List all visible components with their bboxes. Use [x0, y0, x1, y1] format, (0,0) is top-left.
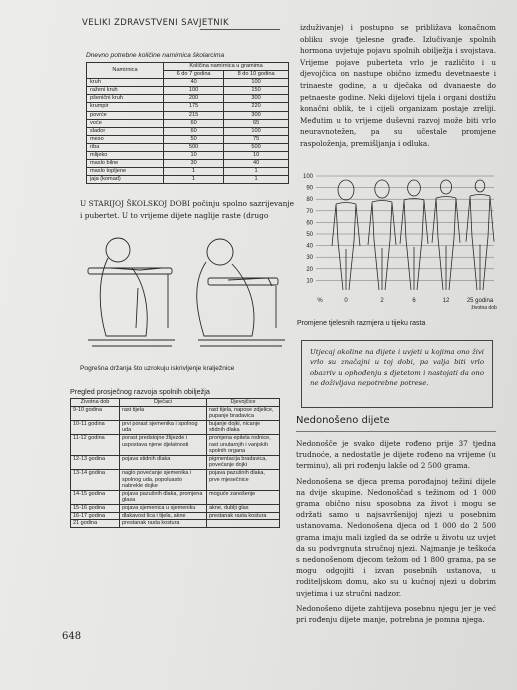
right-child-head [207, 239, 233, 265]
y-tick-label: 80 [306, 197, 313, 204]
boys-cell: naglo povećanje sjemenika i spolnog uda, popoluasto nabrekle dojke [120, 469, 207, 490]
boys-cell: porast predstojne žlijezde i uspostava njene djelatnosti [120, 434, 207, 455]
amount-8-10: 10 [224, 152, 289, 160]
body-figure-age-0 [332, 180, 360, 290]
x-axis-extra-label: životna dob [471, 305, 497, 311]
food-row [87, 103, 289, 111]
development-row [71, 512, 280, 520]
amount-6-7: 200 [164, 95, 224, 103]
amount-6-7: 1 [164, 168, 224, 176]
amount-6-7: 30 [164, 160, 224, 168]
y-tick-label: 20 [306, 266, 313, 273]
age-cell: 11-12 godina [71, 434, 120, 455]
boys-cell: rast tijela [120, 406, 207, 420]
amount-8-10: 40 [224, 160, 289, 168]
boys-cell: pojava stidnih dlaka [120, 455, 207, 469]
y-tick-label: 30 [306, 255, 313, 262]
posture-illustration [80, 228, 294, 358]
food-row [87, 95, 289, 103]
boys-col-header: Dječaci [120, 399, 207, 407]
section-title: Nedonošeno dijete [296, 415, 390, 426]
amount-8-10: 100 [224, 79, 289, 87]
boys-cell: pojava sjemenica u sjemeniku [120, 504, 207, 512]
food-name: jaja (komad) [87, 176, 164, 184]
amount-8-10: 300 [224, 95, 289, 103]
amount-8-10: 65 [224, 119, 289, 127]
body-figure-age-12 [432, 180, 460, 290]
development-row [71, 455, 280, 469]
food-name: maslo bilne [87, 160, 164, 168]
y-tick-label: 50 [306, 232, 313, 238]
boys-cell: pojava pazušnih dlaka, promjena glasa [120, 490, 207, 504]
amount-6-7: 10 [164, 152, 224, 160]
x-tick-label: % [317, 298, 323, 304]
y-tick-label: 40 [306, 243, 313, 250]
body-figure-age-6 [400, 180, 428, 290]
food-name: maslo topljene [87, 168, 164, 176]
amount-8-10: 300 [224, 111, 289, 119]
food-name: riba [87, 143, 164, 151]
body-figure-age-25 [466, 180, 494, 290]
food-table [86, 62, 289, 184]
y-tick-label: 70 [306, 208, 313, 215]
age-cell: 21 godina [71, 520, 120, 528]
girls-cell: akne, dublji glas [207, 504, 280, 512]
food-row [87, 119, 289, 127]
food-row [87, 111, 289, 119]
amount-6-7: 40 [164, 79, 224, 87]
food-name: krumpir [87, 103, 164, 111]
food-row [87, 152, 289, 160]
development-row [71, 420, 280, 434]
age-cell: 15-16 godina [71, 504, 120, 512]
girls-cell: moguće zanošenje [207, 490, 280, 504]
running-header: VELIKI ZDRAVSTVENI SAVJETNIK [82, 18, 229, 28]
left-child-head [106, 238, 130, 262]
food-row [87, 79, 289, 87]
sex-table-caption: Pregled prosječnog razvoja spolnih obilježja [70, 387, 210, 396]
age-col-header: Životna dob [71, 399, 120, 407]
amount-8-10: 100 [224, 127, 289, 135]
age-cell: 9-10 godina [71, 406, 120, 420]
food-row [87, 135, 289, 143]
age-cell: 10-11 godina [71, 420, 120, 434]
girls-cell: pigmentacija bradavica, povećanje dojki [207, 455, 280, 469]
girls-cell: rast tijela, napose zdjelice, pupanje bradavica [207, 406, 280, 420]
age-cell: 12-13 godina [71, 455, 120, 469]
x-tick-label: 2 [380, 298, 384, 304]
food-row [87, 127, 289, 135]
amount-6-7: 215 [164, 111, 224, 119]
development-row [71, 504, 280, 512]
amount-8-10: 500 [224, 143, 289, 151]
development-row [71, 469, 280, 490]
boys-cell: prestanak rasta kostura [120, 520, 207, 528]
body-figure-age-2 [368, 180, 396, 290]
chart-caption: Promjene tjelesnih razmjera u tijeku rasta [297, 320, 426, 327]
y-tick-label: 60 [306, 220, 313, 227]
food-col-a-header: 6 do 7 godina [164, 71, 224, 79]
y-tick-label: 10 [306, 278, 313, 285]
amount-8-10: 1 [224, 176, 289, 184]
food-name: pšenični kruh [87, 95, 164, 103]
girls-cell: promjena epitela rodnice, rast unutarnjih i vanjskih spolnih organa [207, 434, 280, 455]
girls-cell: prestanak rasta kostura [207, 512, 280, 520]
sex-table-body [71, 406, 280, 527]
age-cell: 16-17 godina [71, 512, 120, 520]
food-name: meso [87, 135, 164, 143]
amount-8-10: 220 [224, 103, 289, 111]
x-tick-label: 0 [344, 298, 348, 304]
boys-cell: dlakavost lica i tijela, akne [120, 512, 207, 520]
amount-6-7: 50 [164, 135, 224, 143]
girls-cell: bujanje dojki, nicanje stidnih dlaka [207, 420, 280, 434]
body-proportion-diagram [294, 170, 499, 312]
section-rule [296, 431, 496, 432]
food-col-b-header: 8 do 10 godina [224, 71, 289, 79]
amount-8-10: 75 [224, 135, 289, 143]
food-row [87, 87, 289, 95]
food-name: slador [87, 127, 164, 135]
x-tick-label: 12 [442, 298, 450, 304]
header-rule [200, 29, 280, 30]
food-group-header: Količina namirnica u gramima [164, 63, 289, 71]
amount-6-7: 1 [164, 176, 224, 184]
age-cell: 14-15 godina [71, 490, 120, 504]
section-paragraph: Nedonošeno dijete zahtijeva posebnu njegu jer je već pri rođenju dijete manje, potrebna je pomna njega. [296, 603, 496, 625]
girls-cell [207, 520, 280, 528]
figure-caption: Pogrešna držanja što uzrokuju iskrivljenje kralježnice [80, 365, 235, 372]
amount-6-7: 500 [164, 143, 224, 151]
food-name: raženi kruh [87, 87, 164, 95]
food-table-caption: Dnevno potrebne količine namirnica školarcima [86, 52, 225, 59]
amount-6-7: 60 [164, 119, 224, 127]
development-row [71, 406, 280, 420]
development-row [71, 490, 280, 504]
page-number: 648 [62, 631, 82, 642]
food-name: kruh [87, 79, 164, 87]
y-tick-label: 90 [306, 185, 313, 192]
section-paragraph: Nedonošena se djeca prema porođajnoj težini dijele na dvije skupine. Nedonoščad s težinom od 1 000 grama obično nisu sposobna za život i mogu se održati samo u najsavršenijoj njezi u posebnim ustanovama. Nedonošena djeca od 1 000 do 2 500 grama imaju mali izgled da se održe u životu uz uvjet da su podvrgnuta stručnoj njezi. Najmanje je teškoća s nedonošenom djecom težom od 1 800 grama, pa se mogu odgojiti i izvan posebnih ustanova, u roditeljskom domu, ako su u kućnoj njezi u dobrim uvjetima i uz stručni nadzor. [296, 476, 496, 598]
food-row [87, 160, 289, 168]
section-paragraph: Nedonošče je svako dijete rođeno prije 37 tjedna trudnoće, a nedostatle je dijete rođeno na vrijeme (u terminu), ali pri rođenju lakše od 2 500 grama. [296, 439, 496, 471]
amount-6-7: 175 [164, 103, 224, 111]
food-col-header: Namirnica [87, 63, 164, 79]
body-text-right: izduživanje) i postupno se približava konačnom obliku svoje tjelesne građe. Izlučivanje spolnih hormona uvjetuje pojavu spolnih obilježja i svojstava. Vrijeme pojave puberteta vrlo je različito i u djevojčica on nastupe obično između devetnaeste i trinaeste godine, a u dječaka od dvanaeste do petnaeste godine. Neki dijelovi tijela i organi dostižu konačni oblik, te i cijeli organizam postaje zreliji. Međutim u to vrijeme duševni razvoj može biti vrlo neuravnotežen, pa su učestale promjene raspoloženja, premišljanja i odluka. [300, 23, 496, 148]
amount-6-7: 100 [164, 87, 224, 95]
sex-development-table [70, 398, 280, 528]
food-row [87, 143, 289, 151]
food-name: voće [87, 119, 164, 127]
amount-8-10: 150 [224, 87, 289, 95]
body-text-left: U STARIJOJ ŠKOLSKOJ DOBI počinju spolno sazrijevanje i pubertet. U to vrijeme dijete naglije raste (drugo [80, 199, 294, 220]
boys-cell: prvi porast sjemenika i spolnog uda [120, 420, 207, 434]
food-name: povrće [87, 111, 164, 119]
food-row [87, 176, 289, 184]
food-name: mlijeko [87, 152, 164, 160]
amount-6-7: 60 [164, 127, 224, 135]
food-row [87, 168, 289, 176]
x-tick-label: 25 godina [466, 298, 494, 304]
section-body [296, 438, 496, 629]
quote-box [301, 340, 493, 408]
girls-col-header: Djevojčice [207, 399, 280, 407]
y-tick-label: 100 [302, 174, 313, 180]
development-row [71, 434, 280, 455]
age-cell: 13-14 godina [71, 469, 120, 490]
girls-cell: pojava pazušnih dlaka, prve mjesečnice [207, 469, 280, 490]
development-row [71, 520, 280, 528]
amount-8-10: 1 [224, 168, 289, 176]
food-table-body [87, 79, 289, 184]
x-tick-label: 6 [412, 298, 416, 304]
quote-text: Utjecaj okoline na dijete i uvjeti u kojima ono živi vrlo su značajni u toj dobi, pa valja biti vrlo obazriv u ophođenju s djetetom i nastojati da ono ne doživljava nepotrebne potrese. [310, 348, 484, 388]
